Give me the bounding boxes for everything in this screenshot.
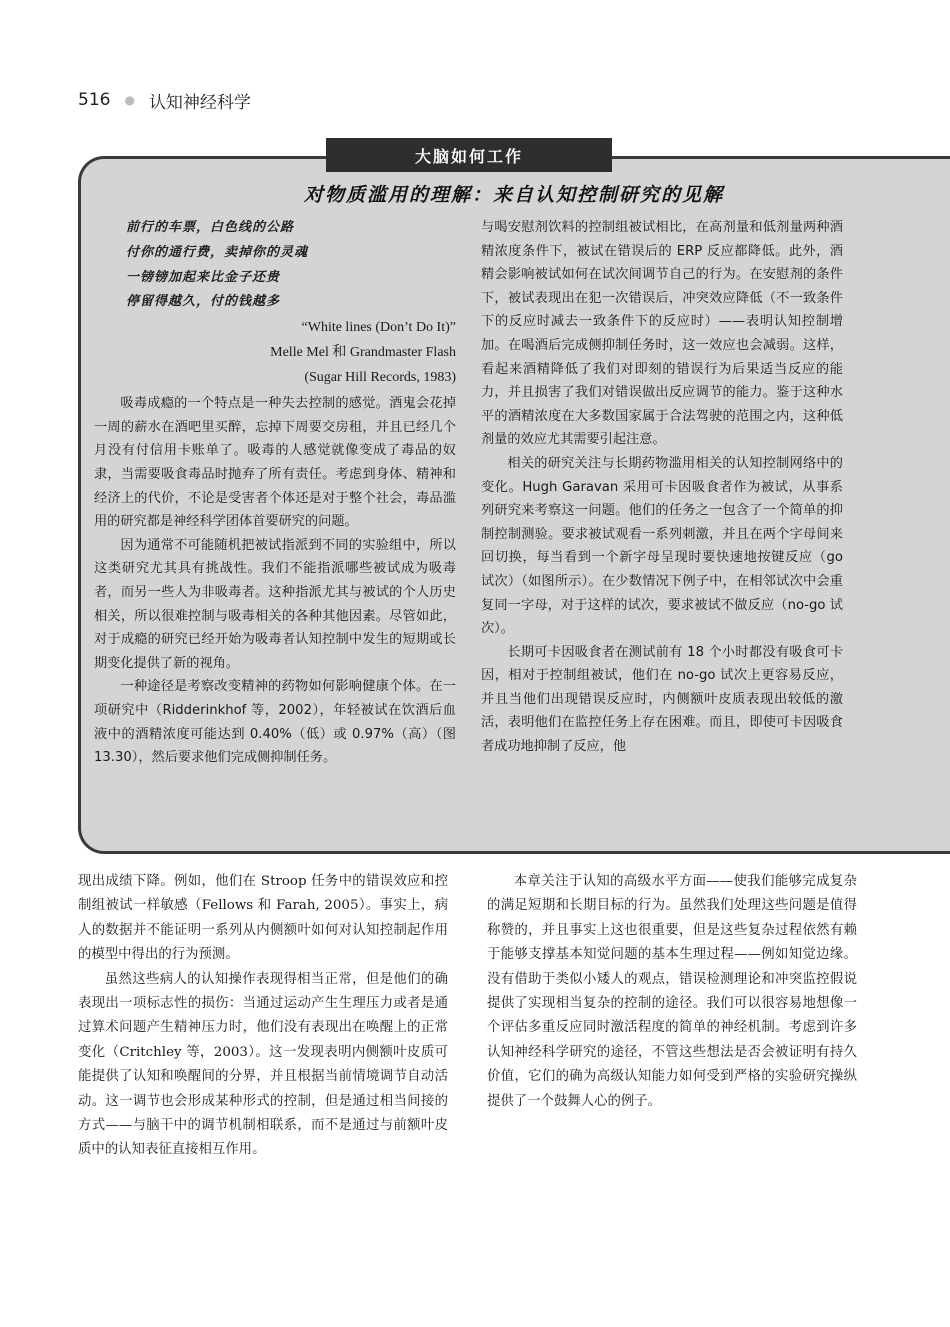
paragraph: 吸毒成瘾的一个特点是一种失去控制的感觉。酒鬼会花掉一周的薪水在酒吧里买醉，忘掉下周要交房租，并且已经几个月没有付信用卡账单了。吸毒的人感觉就像变成了毒品的奴隶，当需要吸食毒品时抛弃了所有责任。考虑到身体、精神和经济上的代价，不论是受害者个体还是对于整个社会，毒品滥用的研究都是神经科学团体首要研究的问题。 [94, 396, 456, 530]
box-right-column [481, 216, 843, 759]
epigraph-poem [94, 216, 456, 315]
box-left-column [94, 216, 456, 770]
paragraph: 虽然这些病人的认知操作表现得相当正常，但是他们的确表现出一项标志性的损伤：当通过运动产生生理压力或者是通过算术问题产生精神压力时，他们没有表现出在唤醒上的正常变化（Critchley 等，2003）。这一发现表明内侧额叶皮质可能提供了认知和唤醒间的分界，并且根据当前情境调节自动活动。这一调节也会形成某种形式的控制，但是通过相当间接的方式——与脑干中的调节机制相联系，而不是通过与前额叶皮质中的认知表征直接相互作用。 [78, 971, 448, 1158]
paragraph: 因为通常不可能随机把被试指派到不同的实验组中，所以这类研究尤其具有挑战性。我们不能指派哪些被试成为吸毒者，而另一些人为非吸毒者。这种指派尤其与被试的个人历史相关，所以很难控制与吸毒相关的各种其他因素。尽管如此，对于成瘾的研究已经开始为吸毒者认知控制中发生的短期或长期变化提供了新的视角。 [94, 537, 456, 671]
page-number: 516 [78, 90, 111, 110]
epigraph-credit [94, 315, 456, 390]
poem-line: 前行的车票，白色线的公路 [126, 220, 295, 235]
separator-dot-icon: ● [124, 93, 135, 107]
body-left-column [78, 870, 448, 1163]
paragraph: 现出成绩下降。例如，他们在 Stroop 任务中的错误效应和控制组被试一样敏感（Fellows 和 Farah, 2005）。事实上，病人的数据并不能证明一系列从内侧额叶如何对认知控制起作用的模型中得出的行为预测。 [78, 874, 448, 963]
body-right-column [487, 870, 857, 1114]
poem-line: 付你的通行费，卖掉你的灵魂 [126, 244, 309, 260]
credit-line: Melle Mel 和 Grandmaster Flash [270, 345, 456, 361]
paragraph: 相关的研究关注与长期药物滥用相关的认知控制网络中的变化。Hugh Garavan 采用可卡因吸食者作为被试，从事系列研究来考察这一问题。他们的任务之一包含了一个简单的抑制控制测验。要求被试观看一系列刺激，并且在两个字母间来回切换，每当看到一个新字母呈现时要快速地按键反应（go 试次）（如图所示）。在少数情况下例子中，在相邻试次中会重复同一字母，对于这样的试次，要求被试不做反应（no-go 试次）。 [481, 455, 843, 637]
paragraph: 长期可卡因吸食者在测试前有 18 个小时都没有吸食可卡因，相对于控制组被试，他们在 no-go 试次上更容易反应，并且当他们出现错误反应时，内侧额叶皮质表现出较低的激活，表明他们在监控任务上存在困难。而且，即使可卡因吸食者成功地抑制了反应，他 [481, 644, 843, 755]
credit-line: “White lines (Don’t Do It)” [301, 320, 456, 336]
paragraph: 与喝安慰剂饮料的控制组被试相比，在高剂量和低剂量两种酒精浓度条件下，被试在错误后的 ERP 反应都降低。此外，酒精会影响被试如何在试次间调节自己的行为。在安慰剂的条件下，被试表现出在犯一次错误后，冲突效应降低（不一致条件下的反应时减去一致条件下的反应时）——表明认知控制增加。在喝酒后完成侧抑制任务时，这一效应也会减弱。这样，看起来酒精降低了我们对即刻的错误行为后果适当反应的能力，并且损害了我们对错误做出反应调节的能力。鉴于这种水平的酒精浓度在大多数国家属于合法驾驶的范围之内，这种低剂量的效应尤其需要引起注意。 [481, 220, 843, 448]
paragraph: 本章关注于认知的高级水平方面——使我们能够完成复杂的满足短期和长期目标的行为。虽然我们处理这些问题是值得称赞的，并且事实上这也很重要，但是这些复杂过程依然有赖于能够支撑基本知觉问题的基本生理过程——例如知觉边缘。没有借助于类似小矮人的观点，错误检测理论和冲突监控假说提供了实现相当复杂的控制的途径。我们可以很容易地想像一个评估多重反应同时激活程度的简单的神经机制。考虑到许多认知神经科学研究的途径，不管这些想法是否会被证明有持久价值，它们的确为高级认知能力如何受到严格的实验研究操纵提供了一个鼓舞人心的例子。 [487, 874, 857, 1109]
credit-line: (Sugar Hill Records, 1983) [304, 370, 456, 386]
box-title: 对物质滥用的理解：来自认知控制研究的见解 [303, 184, 724, 206]
poem-line: 停留得越久，付的钱越多 [126, 294, 281, 310]
box-tab-label: 大脑如何工作 [326, 138, 612, 172]
paragraph: 一种途径是考察改变精神的药物如何影响健康个体。在一项研究中（Ridderinkhof 等，2002），年轻被试在饮酒后血液中的酒精浓度可能达到 0.40%（低）或 0.97%（高）（图 13.30），然后要求他们完成侧抑制任务。 [94, 679, 456, 766]
book-title: 认知神经科学 [148, 92, 251, 113]
running-header [78, 86, 251, 114]
poem-line: 一镑镑加起来比金子还贵 [126, 269, 281, 285]
